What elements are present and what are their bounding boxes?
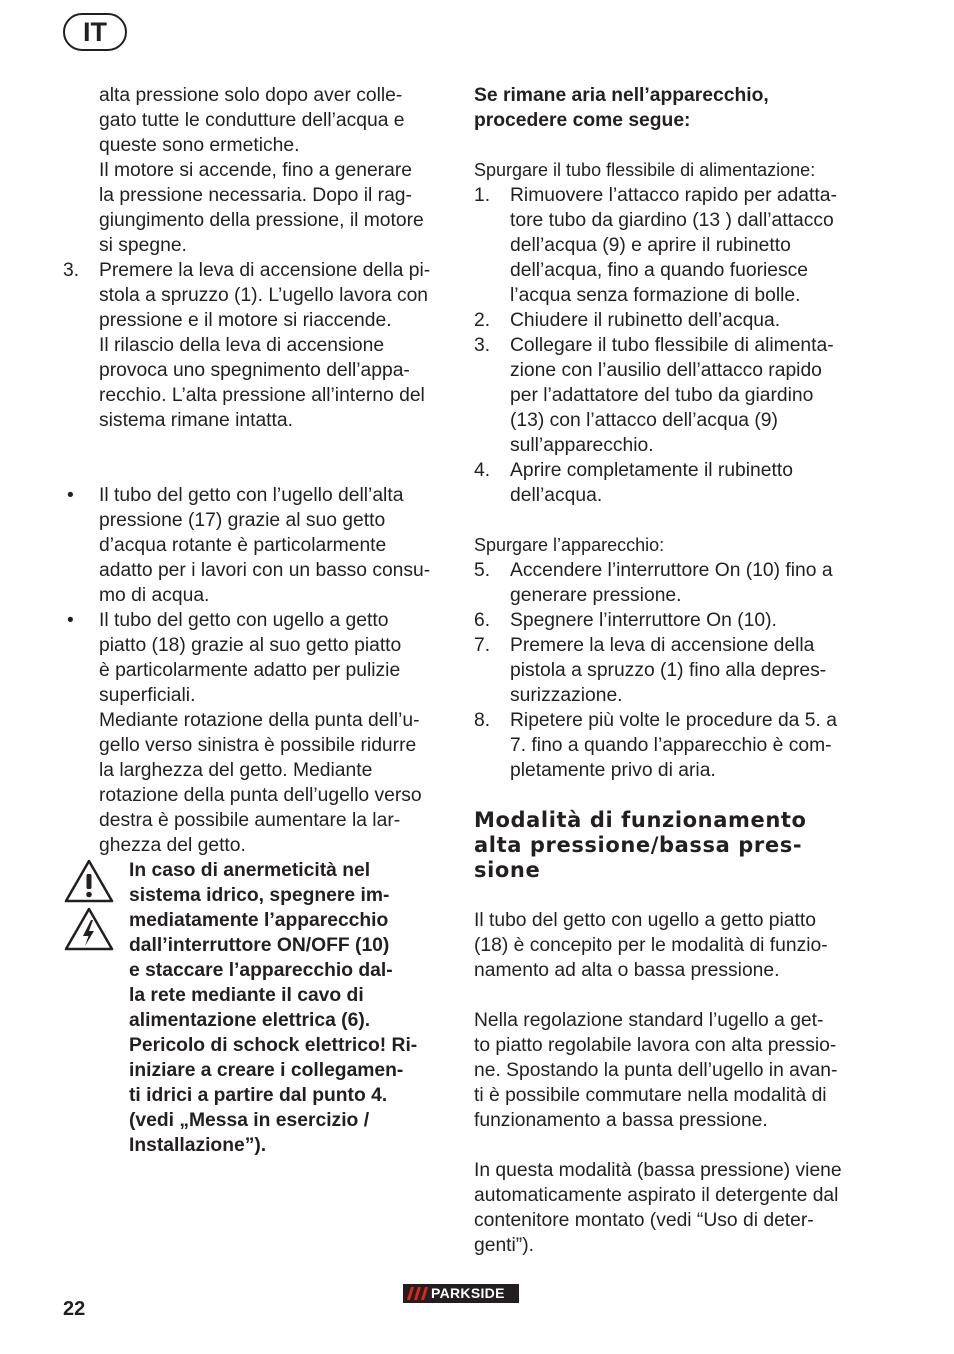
text-line: pressione e il motore si riaccende.: [99, 310, 392, 331]
text-line: stola a spruzzo (1). L’ugello lavora con: [99, 285, 429, 306]
language-badge: IT: [63, 13, 127, 51]
step-number: 8.: [474, 710, 491, 731]
step-item: [474, 458, 864, 508]
step-item: [474, 708, 864, 783]
text-line: recchio. L’alta pressione all’interno del: [99, 385, 425, 406]
text-line: pistola a spruzzo (1) fino alla depres-: [510, 660, 827, 681]
section-title: [474, 808, 864, 883]
text-line: funzionamento a bassa pressione.: [474, 1110, 768, 1131]
step-number: 2.: [474, 310, 491, 331]
right-column: [474, 83, 864, 1258]
page-number: 22: [63, 1298, 86, 1320]
text-line: Il rilascio della leva di accensione: [99, 335, 385, 356]
text-line: ti è possibile commutare nella modalità di: [474, 1085, 827, 1106]
text-line: Se rimane aria nell’apparecchio,: [474, 85, 769, 106]
text-line: provoca uno spegnimento dell’appa-: [99, 360, 410, 381]
intro-paragraph: [63, 83, 447, 258]
text-line: alta pressione solo dopo aver colle-: [99, 85, 403, 106]
text-line: Pericolo di schock elettrico! Ri-: [129, 1035, 418, 1056]
step-item: [474, 183, 864, 308]
left-column: [63, 83, 447, 858]
text-line: genti”).: [474, 1235, 535, 1256]
text-line: Spegnere l’interruttore On (10).: [510, 610, 777, 631]
text-line: rotazione della punta dell’ugello verso: [99, 785, 422, 806]
logo-text: PARKSIDE: [431, 1285, 505, 1301]
text-line: d’acqua rotante è particolarmente: [99, 535, 387, 556]
text-line: pletamente privo di aria.: [510, 760, 716, 781]
text-line: dell’acqua, fino a quando fuoriesce: [510, 260, 809, 281]
text-line: mo di acqua.: [99, 585, 210, 606]
warning-exclamation-icon: [63, 858, 115, 904]
text-line: dell’acqua (9) e aprire il rubinetto: [510, 235, 791, 256]
text-line: superficiali.: [99, 685, 196, 706]
step-item: [474, 558, 864, 608]
text-line: Ripetere più volte le procedure da 5. a: [510, 710, 837, 731]
text-line: Premere la leva di accensione della pi-: [99, 260, 431, 281]
text-line: surizzazione.: [510, 685, 623, 706]
text-line: giungimento della pressione, il motore: [99, 210, 424, 231]
text-line: Rimuovere l’attacco rapido per adatta-: [510, 185, 837, 206]
text-line: sistema idrico, spegnere im-: [129, 885, 390, 906]
text-line: adatto per i lavori con un basso consu-: [99, 560, 431, 581]
text-line: to piatto regolabile lavora con alta pressio-: [474, 1035, 837, 1056]
subheading: Spurgare l’apparecchio:: [474, 535, 665, 555]
text-line: Accendere l’interruttore On (10) fino a: [510, 560, 833, 581]
text-line: dell’acqua.: [510, 485, 603, 506]
text-line: Chiudere il rubinetto dell’acqua.: [510, 310, 781, 331]
text-line: generare pressione.: [510, 585, 682, 606]
step-item: [474, 608, 864, 633]
text-line: procedere come segue:: [474, 110, 691, 131]
text-line: Premere la leva di accensione della: [510, 635, 815, 656]
text-line: tore tubo da giardino (13 ) dall’attacco: [510, 210, 834, 231]
text-line: ne. Spostando la punta dell’ugello in avan-: [474, 1060, 838, 1081]
text-line: contenitore montato (vedi “Uso di deter-: [474, 1210, 814, 1231]
text-line: queste sono ermetiche.: [99, 135, 300, 156]
text-line: è particolarmente adatto per pulizie: [99, 660, 401, 681]
text-line: Il tubo del getto con ugello a getto piatto: [474, 910, 816, 931]
text-line: la pressione necessaria. Dopo il rag-: [99, 185, 412, 206]
text-line: Aprire completamente il rubinetto: [510, 460, 793, 481]
text-line: piatto (18) grazie al suo getto piatto: [99, 635, 402, 656]
text-line: automaticamente aspirato il detergente dal: [474, 1185, 839, 1206]
step-number: 4.: [474, 460, 491, 481]
parkside-logo-stripes: [407, 1287, 429, 1300]
step-item: [474, 308, 864, 333]
paragraph: [474, 1158, 864, 1258]
text-line: sistema rimane intatta.: [99, 410, 293, 431]
step-item: [474, 633, 864, 708]
text-line: zione con l’ausilio dell’attacco rapido: [510, 360, 822, 381]
warning-text: [129, 858, 451, 1158]
text-line: Il motore si accende, fino a generare: [99, 160, 412, 181]
text-line: alimentazione elettrica (6).: [129, 1010, 371, 1031]
paragraph: [474, 1008, 864, 1133]
step-item: [474, 333, 864, 458]
text-line: 7. fino a quando l’apparecchio è com-: [510, 735, 832, 756]
text-line: (vedi „Messa in esercizio /: [129, 1110, 370, 1131]
text-line: dall’interruttore ON/OFF (10): [129, 935, 390, 956]
subheading: Spurgare il tubo flessibile di alimentazione:: [474, 160, 816, 180]
text-line: pressione (17) grazie al suo getto: [99, 510, 386, 531]
text-line: namento ad alta o bassa pressione.: [474, 960, 780, 981]
section-heading: [474, 83, 864, 133]
step-item: [63, 258, 447, 433]
bullet-item: [63, 608, 447, 858]
text-line: gello verso sinistra è possibile ridurre: [99, 735, 417, 756]
bullet-item: [63, 483, 447, 608]
electric-shock-warning-icon: [63, 906, 115, 952]
brand-logo: [403, 1284, 519, 1303]
text-line: ti idrici a partire dal punto 4.: [129, 1085, 388, 1106]
step-number: 3.: [474, 335, 491, 356]
text-line: per l’adattatore del tubo da giardino: [510, 385, 814, 406]
step-number: 5.: [474, 560, 491, 581]
text-line: mediatamente l’apparecchio: [129, 910, 389, 931]
text-line: (13) con l’attacco dell’acqua (9): [510, 410, 778, 431]
text-line: In questa modalità (bassa pressione) viene: [474, 1160, 842, 1181]
text-line: (18) è concepito per le modalità di funzio-: [474, 935, 828, 956]
text-line: destra è possibile aumentare la lar-: [99, 810, 401, 831]
text-line: la larghezza del getto. Mediante: [99, 760, 373, 781]
step-number: 6.: [474, 610, 491, 631]
text-line: alta pressione/bassa pres-: [474, 833, 803, 857]
step-number: 7.: [474, 635, 491, 656]
text-line: Installazione”).: [129, 1135, 267, 1156]
paragraph: [474, 908, 864, 983]
text-line: Nella regolazione standard l’ugello a get-: [474, 1010, 824, 1031]
bullet-mark: •: [67, 610, 74, 631]
text-line: gato tutte le condutture dell’acqua e: [99, 110, 405, 131]
text-line: sione: [474, 858, 541, 882]
text-line: si spegne.: [99, 235, 187, 256]
step-number: 3.: [63, 260, 80, 281]
text-line: Mediante rotazione della punta dell’u-: [99, 710, 420, 731]
text-line: iniziare a creare i collegamen-: [129, 1060, 404, 1081]
text-line: sull’apparecchio.: [510, 435, 654, 456]
step-number: 1.: [474, 185, 491, 206]
text-line: Modalità di funzionamento: [474, 808, 807, 832]
text-line: e staccare l’apparecchio dal-: [129, 960, 393, 981]
text-line: Il tubo del getto con ugello a getto: [99, 610, 389, 631]
text-line: ghezza del getto.: [99, 835, 246, 856]
text-line: In caso di anermeticità nel: [129, 860, 371, 881]
text-line: la rete mediante il cavo di: [129, 985, 364, 1006]
bullet-mark: •: [67, 485, 74, 506]
text-line: Il tubo del getto con l’ugello dell’alta: [99, 485, 404, 506]
text-line: Collegare il tubo flessibile di alimenta-: [510, 335, 834, 356]
text-line: l’acqua senza formazione di bolle.: [510, 285, 801, 306]
